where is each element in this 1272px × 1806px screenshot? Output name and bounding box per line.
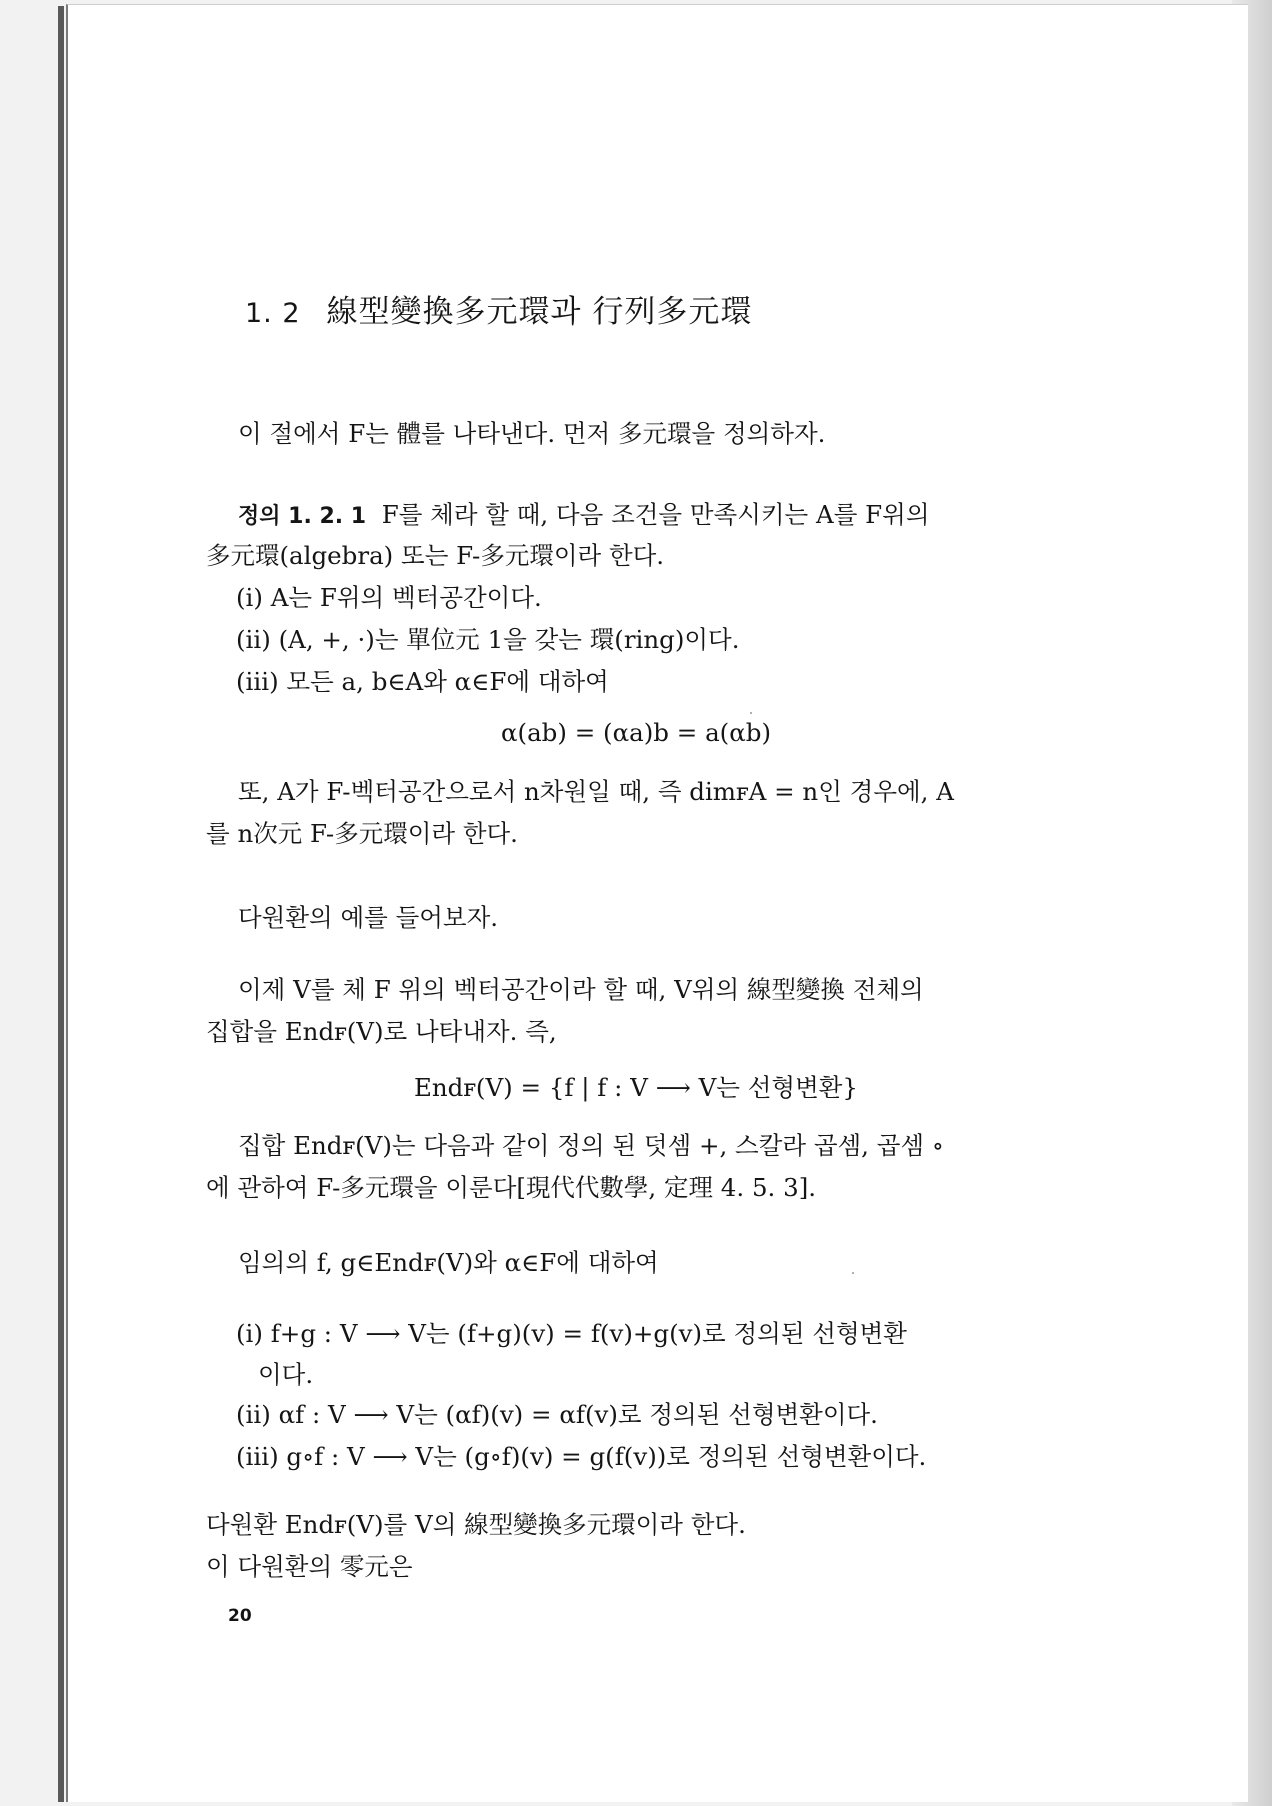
section-number: 1. 2: [245, 298, 301, 329]
definition-text-2: 多元環(algebra) 또는 F-多元環이라 한다.: [206, 541, 665, 570]
end-definition-line-1: 이제 V를 체 F 위의 벡터공간이라 할 때, V위의 線型變換 전체의: [238, 975, 924, 1004]
definition-after-1: 또, A가 F-벡터공간으로서 n차원일 때, 즉 dimꜰA = n인 경우에, A: [238, 777, 954, 806]
operations-intro: 임의의 f, g∈Endꜰ(V)와 α∈F에 대하여: [238, 1248, 659, 1277]
intro-line: 이 절에서 F는 體를 나타낸다. 먼저 多元環을 정의하자.: [238, 419, 826, 448]
operation-item-3: (iii) g∘f : V ⟶ V는 (g∘f)(v) = g(f(v))로 정의된 선형변환이다.: [236, 1442, 927, 1471]
definition-item-1: (i) A는 F위의 벡터공간이다.: [236, 583, 542, 612]
end-definition-line-3: 집합 Endꜰ(V)는 다음과 같이 정의 된 덧셈 +, 스칼라 곱셈, 곱셈 ∘: [238, 1131, 944, 1160]
example-intro: 다원환의 예를 들어보자.: [238, 903, 499, 932]
section-heading: [245, 286, 752, 331]
definition-item-3: (iii) 모든 a, b∈A와 α∈F에 대하여: [236, 667, 609, 696]
definition-label: 정의 1. 2. 1: [238, 504, 367, 529]
end-definition-formula: Endꜰ(V) = {f | f : V ⟶ V는 선형변환}: [413, 1073, 859, 1102]
definition-formula: α(ab) = (αa)b = a(αb): [500, 718, 772, 747]
definition-after-2: 를 n次元 F-多元環이라 한다.: [206, 819, 518, 848]
end-definition-line-2: 집합을 Endꜰ(V)로 나타내자. 즉,: [206, 1017, 557, 1046]
page-number: 20: [228, 1606, 252, 1626]
scan-speck: [750, 712, 752, 714]
operation-item-1: (i) f+g : V ⟶ V는 (f+g)(v) = f(v)+g(v)로 정의된 선형변환: [236, 1319, 907, 1348]
operation-item-2: (ii) αf : V ⟶ V는 (αf)(v) = αf(v)로 정의된 선형변환이다.: [236, 1400, 878, 1429]
operation-item-1-cont: 이다.: [258, 1360, 314, 1389]
scan-speck: [852, 1272, 854, 1274]
definition-text-1: F를 체라 할 때, 다음 조건을 만족시키는 A를 F위의: [381, 500, 930, 529]
end-definition-line-4: 에 관하여 F-多元環을 이룬다[現代代數學, 定理 4. 5. 3].: [206, 1173, 817, 1202]
definition-first-line: [238, 500, 930, 532]
page-spine-shadow: [58, 6, 64, 1802]
definition-item-2: (ii) (A, +, ·)는 單位元 1을 갖는 環(ring)이다.: [236, 625, 740, 654]
section-title: 線型變換多元環과 行列多元環: [326, 294, 753, 330]
conclusion-line-2: 이 다원환의 零元은: [206, 1552, 413, 1581]
conclusion-line-1: 다원환 Endꜰ(V)를 V의 線型變換多元環이라 한다.: [206, 1510, 746, 1539]
